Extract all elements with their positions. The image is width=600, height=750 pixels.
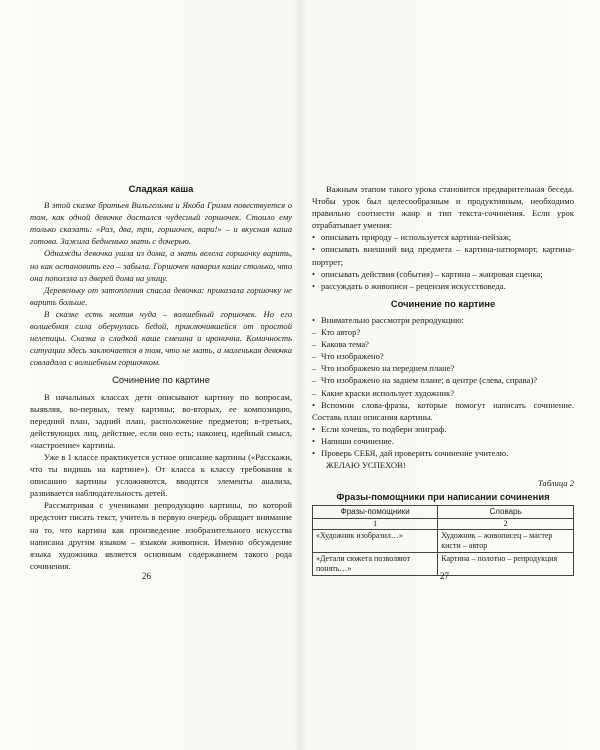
tale-paragraph-1: В этой сказке братьев Вильгельма и Якоба Гримм повествуется о том, как одной девочке достался чудесный горшочек. Стоило ему только сказать: «Раз, два, три, горшочек, вари!» – и вкусная каша готова. Зажила бедненько мать с дочерью.	[30, 200, 292, 247]
question-item: – Какова тема?	[312, 338, 574, 350]
genre-bullet: • описывать природу – используется картина-пейзаж;	[312, 231, 574, 243]
right-intro: Важным этапом такого урока становится предварительная беседа. Чтобы урок был целесообразным и продуктивным, необходимо правильно соотнести жанр и тип текста-сочинения. Если урок отрабатывает умения:	[312, 184, 574, 231]
tale-paragraph-4: В сказке есть мотив чуда – волшебный горшочек. Но его волшебная сила обернулась бедой, приключившейся от простой нелепицы. Сказка о сладкой каше смешна и иронична. Комичность ситуации здесь заключается в том, что не мать, а маленькая девочка совладала с волшебным горшочком.	[30, 308, 292, 368]
question-item: – Что изображено на заднем плане; в центре (слева, справа)?	[312, 374, 574, 386]
question-list	[312, 326, 574, 399]
left-title: Сладкая каша	[128, 183, 194, 194]
table-label: Таблица 2	[537, 478, 574, 489]
phrases-table	[312, 505, 574, 576]
wish-text: ЖЕЛАЮ УСПЕХОВ!	[326, 460, 406, 471]
genre-bullet: • описывать действия (события) – картина – жанровая сценка;	[312, 268, 574, 280]
essay-paragraph-1: В начальных классах дети описывают картину по вопросам, выявляя, во-первых, тему картины; во-вторых, ее композицию, передний план, задний план, расположение предметов; в-третьих, действующих лиц, действие, если оно есть; наконец, идейный смысл, «настроение» картины.	[30, 391, 292, 450]
essay-paragraph-2: Уже в 1 классе практикуется устное описание картины («Расскажи, что ты видишь на картине»). От класса к классу требования к описанию картины усложняются, вводятся элементы анализа, развивается наблюдательность детей.	[30, 451, 292, 499]
table-title: Фразы-помощники при написании сочинения	[336, 491, 550, 503]
table-column-number: 1	[313, 519, 438, 530]
tip-list	[312, 399, 574, 459]
table-cell: Художник – живописец – мастер кисти – автор	[438, 530, 574, 553]
table-column-number: 2	[438, 519, 574, 530]
table-cell: Картина – полотно – репродукция	[438, 553, 574, 576]
table-header: Словарь	[438, 506, 574, 519]
question-item: – Какие краски использует художник?	[312, 387, 574, 399]
question-item: – Кто автор?	[312, 326, 574, 338]
left-section-title: Сочинение по картине	[112, 374, 210, 386]
question-item: – Что изображено на переднем плане?	[312, 362, 574, 374]
tip-item: • Напиши сочинение.	[312, 435, 574, 447]
tip-item: • Проверь СЕБЯ, дай проверить сочинение учителю.	[312, 447, 574, 459]
genre-bullet: • описывать внешний вид предмета – картина-натюрморт, картина-портрет;	[312, 243, 574, 267]
left-page-number: 26	[142, 571, 151, 581]
tale-paragraph-2: Однажды девочка ушла из дома, а мать велела горшочку варить, но как остановить его – забыла. Горшочек наварил каши столько, что она поползла из дверей дома на улицу.	[30, 248, 292, 283]
genre-bullets	[312, 231, 574, 291]
tale-paragraph-3: Деревеньку от затопления спасла девочка: приказала горшочку не варить больше.	[30, 284, 292, 307]
right-section-title: Сочинение по картине	[390, 297, 496, 309]
question-item: – Что изображено?	[312, 350, 574, 362]
right-page-number: 27	[440, 571, 449, 581]
table-row	[313, 530, 574, 553]
tip-item: • Вспомни слова-фразы, которые помогут написать сочинение. Составь план описания картины.	[312, 399, 574, 423]
left-page	[30, 183, 292, 572]
tip-look: • Внимательно рассмотри репродукцию:	[312, 314, 574, 326]
table-header: Фразы-помощники	[313, 506, 438, 519]
genre-bullet: • рассуждать о живописи – рецензия искусствоведа.	[312, 280, 574, 292]
right-page	[312, 183, 574, 576]
table-cell: «Художник изобразил…»	[313, 530, 438, 553]
tip-item: • Если хочешь, то подбери эпиграф.	[312, 423, 574, 435]
table-cell: «Детали сюжета позволяют понять…»	[313, 553, 438, 576]
essay-paragraph-3: Рассматривая с учениками репродукцию картины, по которой предстоит писать текст, учитель в первую очередь обращает внимание на то, что картина как произведение изобразительного искусства написана другим языком – языком живописи. Именно обсуждение языка художника является основным содержанием такого рода сочинения.	[30, 500, 292, 571]
